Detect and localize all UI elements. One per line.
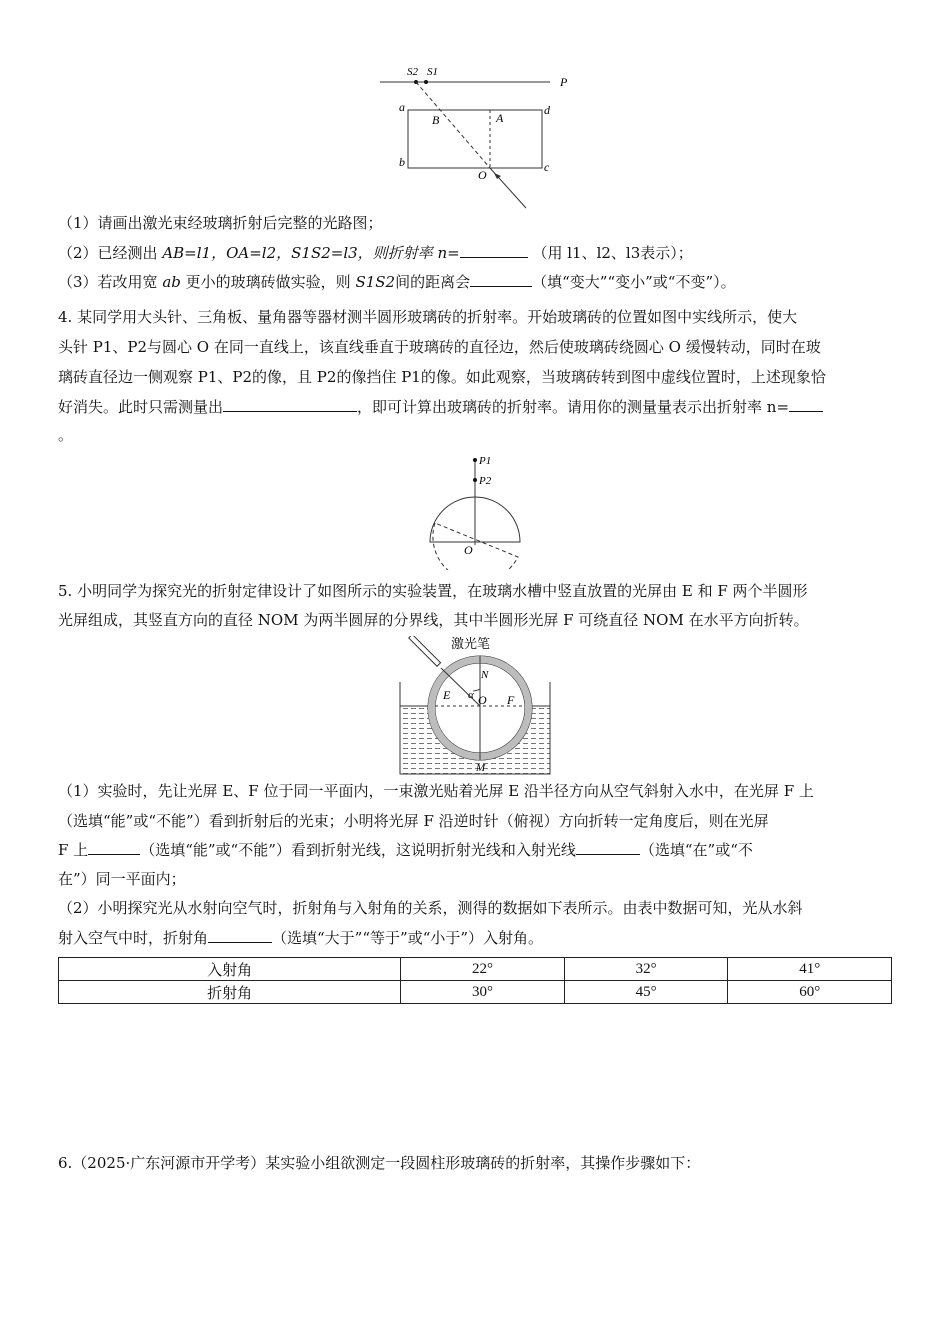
label-s1: S1: [427, 66, 438, 78]
q4-line-5: 。: [58, 426, 74, 444]
q4-line-2: 头针 P1、P2与圆心 O 在同一直线上，该直线垂直于玻璃砖的直径边，然后使玻璃砖绕圆心 O 缓慢转动，同时在玻: [58, 338, 821, 356]
answer-blank-see[interactable]: [88, 839, 140, 855]
q5-sub1-line-3: F 上 （选填“能”或“不能”）看到折射光线，这说明折射光线和入射光线 （选填“在”或“不: [58, 841, 753, 859]
angle-data-table: [58, 957, 892, 1004]
label-s2: S2: [407, 66, 418, 78]
q6-line-1: 6.（2025·广东河源市开学考）某实验小组欲测定一段圆柱形玻璃砖的折射率，其操作步骤如下：: [58, 1154, 701, 1172]
figure-rectangular-glass: [380, 58, 580, 213]
q5-sub1-line-1: （1）实验时，先让光屏 E、F 位于同一平面内，一束激光贴着光屏 E 沿半径方向从空气斜射入水中，在光屏 F 上: [58, 782, 814, 800]
label-b: b: [399, 155, 405, 169]
answer-blank-plane[interactable]: [576, 839, 640, 855]
table-cell: 60°: [728, 981, 892, 1004]
q3-sub2: （2）已经测出 AB=l1，OA=l2，S1S2=l3，则折射率 n= （用 l1、l2、l3表示）；: [58, 244, 693, 262]
q3-sub3: （3）若改用宽 ab 更小的玻璃砖做实验，则 S1S2间的距离会 （填“变大”“变小”或“不变”）。: [58, 273, 736, 291]
label-p: P: [560, 75, 568, 89]
answer-blank-n[interactable]: [460, 242, 528, 258]
q4-line-1: 4. 某同学用大头针、三角板、量角器等器材测半圆形玻璃砖的折射率。开始玻璃砖的位置如图中实线所示，使大: [58, 308, 798, 326]
figure-semicircle-glass: [420, 450, 540, 570]
q5-line-1: 5. 小明同学为探究光的折射定律设计了如图所示的实验装置，在玻璃水槽中竖直放置的光屏由 E 和 F 两个半圆形: [58, 582, 808, 600]
label-A: A: [496, 111, 504, 125]
q5-line-2: 光屏组成，其竖直方向的直径 NOM 为两半圆屏的分界线，其中半圆形光屏 F 可绕直径 NOM 在水平方向折转。: [58, 611, 809, 629]
label-alpha: α: [468, 689, 474, 701]
answer-blank-index[interactable]: [789, 396, 823, 412]
label-n: N: [481, 669, 489, 681]
table-row: [59, 981, 892, 1004]
answer-blank-distance[interactable]: [470, 271, 532, 287]
label-m: M: [476, 762, 486, 774]
q5-sub2-line-2: 射入空气中时，折射角 （选填“大于”“等于”或“小于”）入射角。: [58, 929, 544, 947]
q5-sub1-line-4: 在”）同一平面内；: [58, 870, 186, 888]
table-cell: 入射角: [59, 958, 401, 981]
table-cell: 41°: [728, 958, 892, 981]
figure-water-tank-screen: [395, 636, 555, 778]
answer-blank-compare[interactable]: [208, 927, 272, 943]
label-laser-pen: 激光笔: [451, 636, 491, 651]
label-B: B: [432, 113, 440, 127]
label-O: O: [478, 168, 487, 182]
label-d: d: [544, 103, 550, 117]
table-cell: 30°: [401, 981, 565, 1004]
label-o: O: [464, 543, 473, 557]
label-c: c: [544, 160, 550, 174]
q4-line-4: 好消失。此时只需测量出 ，即可计算出玻璃砖的折射率。请用你的测量量表示出折射率 n=: [58, 396, 898, 418]
label-o: O: [478, 693, 487, 707]
q5-sub2-line-1: （2）小明探究光从水射向空气时，折射角与入射角的关系，测得的数据如下表所示。由表中数据可知，光从水斜: [58, 899, 803, 917]
table-cell: 45°: [564, 981, 728, 1004]
label-p2: P2: [479, 475, 492, 487]
q4-line-3: 璃砖直径边一侧观察 P1、P2的像，且 P2的像挡住 P1的像。如此观察，当玻璃砖转到图中虚线位置时，上述现象恰: [58, 368, 826, 386]
label-e: E: [443, 688, 451, 702]
label-p1: P1: [479, 455, 492, 467]
table-cell: 32°: [564, 958, 728, 981]
answer-blank-measure[interactable]: [223, 396, 357, 412]
q3-sub1: （1）请画出激光束经玻璃折射后完整的光路图；: [58, 214, 383, 232]
label-a: a: [399, 100, 405, 114]
label-f: F: [507, 693, 515, 707]
q5-sub1-line-2: （选填“能”或“不能”）看到折射后的光束；小明将光屏 F 沿逆时针（俯视）方向折转一定角度后，则在光屏: [58, 812, 769, 830]
table-row: [59, 958, 892, 981]
table-cell: 22°: [401, 958, 565, 981]
table-cell: 折射角: [59, 981, 401, 1004]
